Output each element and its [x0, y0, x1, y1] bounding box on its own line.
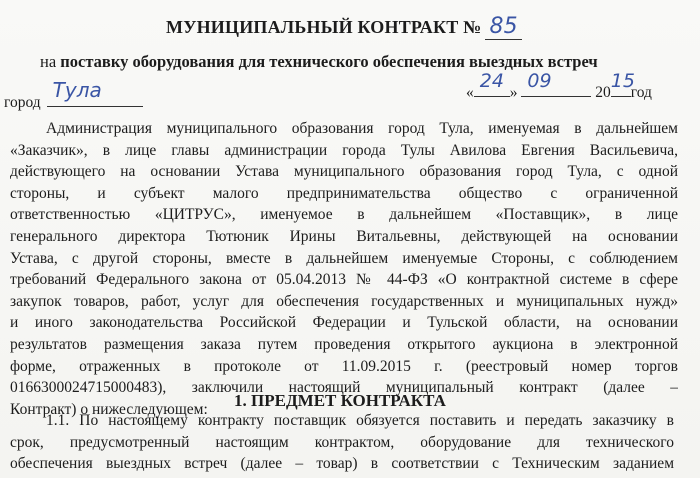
contract-subtitle	[40, 52, 598, 72]
date-open-quote: «	[466, 84, 474, 101]
date-year-field	[610, 70, 635, 97]
contract-number: 85	[485, 14, 521, 40]
section-line: срок, предусмотренный настоящим контрактом, оборудование для технического	[10, 433, 674, 451]
contract-title	[166, 14, 522, 39]
preamble-line: стороны, и субъект малого предпринимательства общество с ограниченной	[10, 184, 678, 202]
date-month: 09	[527, 70, 552, 92]
subtitle-text: поставку оборудования для технического обеспечения выездных встреч	[60, 52, 598, 71]
preamble-line: Контракт) о нижеследующем:	[10, 400, 208, 418]
city-field	[47, 78, 143, 107]
preamble-line: Администрация муниципального образования город Тула, именуемая в дальнейшем	[46, 120, 678, 137]
section-body	[10, 410, 674, 475]
section-line: 1.1. По настоящему контракту поставщик обязуется поставить и передать заказчику в	[46, 412, 674, 429]
preamble-line: Устава, с другой стороны, вместе в дальнейшем именуемые Стороны, с соблюдением	[10, 249, 678, 267]
preamble	[10, 118, 678, 420]
date-year: 15	[610, 70, 635, 92]
date-day-field	[474, 70, 510, 97]
date-year-label: год	[630, 84, 652, 101]
preamble-line: ответственностью «ЦИТРУС», именуемое в дальнейшем «Поставщик», в лице	[10, 206, 678, 224]
preamble-line: закупок товаров, работ, услуг для обеспечения государственных и муниципальных нужд»	[10, 292, 678, 310]
date-close-quote: »	[509, 84, 518, 101]
date-year-prefix: 20	[595, 84, 611, 101]
contract-title-text: МУНИЦИПАЛЬНЫЙ КОНТРАКТ №	[166, 17, 482, 37]
preamble-line: действующего на основании Устава муниципального образования город Тула, с одной	[10, 163, 678, 181]
preamble-line: 0166300024715000483), заключили настоящий муниципальный контракт (далее –	[10, 379, 678, 397]
date-day: 24	[479, 70, 504, 92]
city-line	[4, 78, 143, 112]
preamble-line: и иного законодательства Российской Федерации и Тульской области, на основании	[10, 314, 678, 332]
city-label: город	[4, 94, 41, 111]
city-value: Тула	[52, 78, 102, 102]
preamble-line: генерального директора Тютюник Ирины Витальевны, действующей на основании	[10, 227, 678, 245]
section-line: обеспечения выездных встреч (далее – товар) в соответствии с Техническим заданием	[10, 455, 674, 473]
date-month-field	[521, 70, 591, 97]
subtitle-prefix: на	[40, 52, 57, 71]
date-line	[466, 70, 652, 102]
preamble-line: «Заказчик», в лице главы администрации города Тулы Авилова Евгения Васильевича,	[10, 141, 678, 159]
preamble-line: результатов размещения заказа путем проведения открытого аукциона в электронной	[10, 335, 678, 353]
preamble-line: форме, отраженных в протоколе от 11.09.2015 г. (реестровый номер торгов	[10, 357, 678, 375]
section-heading: 1. ПРЕДМЕТ КОНТРАКТА	[234, 391, 446, 410]
preamble-line: требований Федерального закона от 05.04.2013 № 44-ФЗ «О контрактной системе в сфере	[10, 271, 678, 289]
